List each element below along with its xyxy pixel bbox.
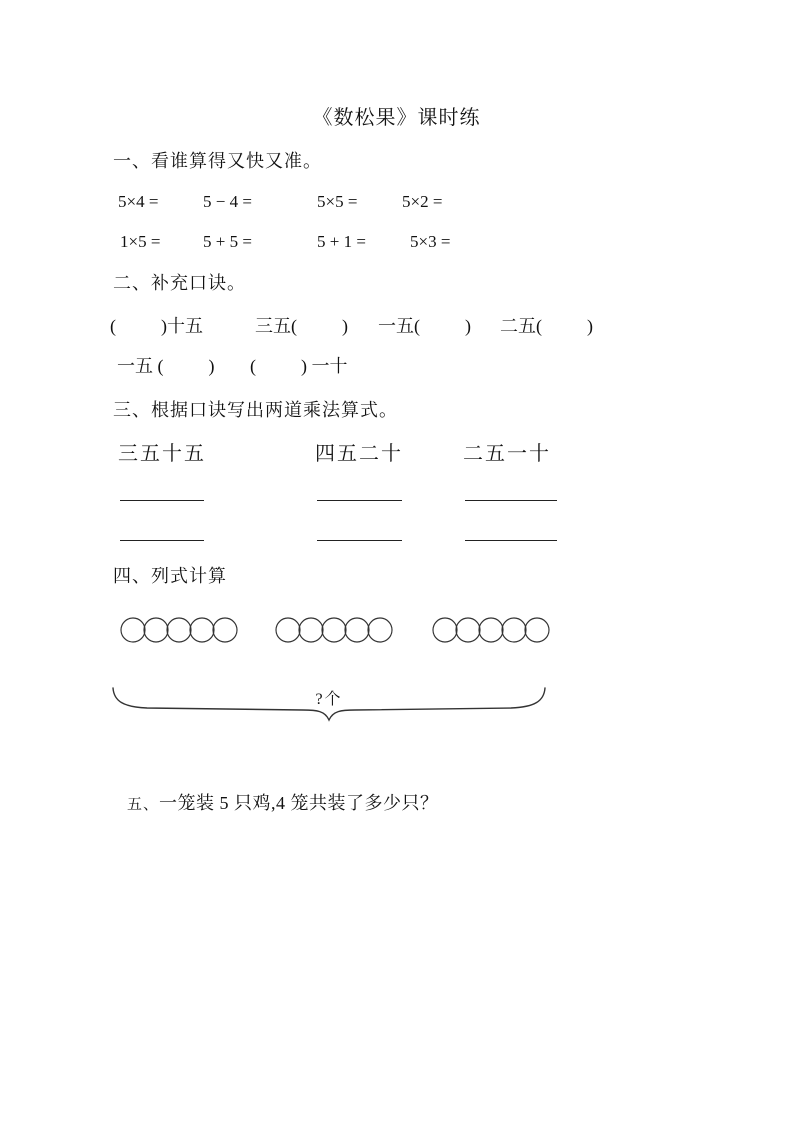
mnemonic-blank: ( )十五	[110, 316, 203, 336]
section-five-text: 一笼装 5 只鸡,4 笼共装了多少只？	[159, 793, 439, 813]
mnemonic-label: 二五一十	[463, 443, 551, 465]
circle-group	[120, 616, 238, 644]
answer-line	[317, 540, 402, 541]
equation: 5 + 1 =	[317, 232, 366, 251]
answer-line	[317, 500, 402, 501]
section-one-heading: 一、看谁算得又快又准。	[113, 151, 322, 171]
answer-line	[120, 500, 204, 501]
answer-line	[465, 540, 557, 541]
equation: 5 + 5 =	[203, 232, 252, 251]
mnemonic-blank: 二五( )	[500, 316, 593, 336]
equation: 5×5 =	[317, 192, 358, 211]
answer-line	[465, 500, 557, 501]
page-title: 《数松果》课时练	[312, 107, 481, 129]
answer-line	[120, 540, 204, 541]
section-five-number: 五、	[127, 797, 160, 813]
equation: 5 − 4 =	[203, 192, 252, 211]
mnemonic-blank: ( ) 一十	[250, 356, 348, 376]
equation: 5×4 =	[118, 192, 159, 211]
equation: 5×3 =	[410, 232, 451, 251]
section-five-heading	[111, 771, 439, 833]
circle-group	[432, 616, 550, 644]
section-three-heading: 三、根据口诀写出两道乘法算式。	[113, 400, 398, 420]
mnemonic-label: 三五十五	[118, 443, 206, 465]
question-count-label: ?个	[315, 691, 343, 708]
section-two-heading: 二、补充口诀。	[113, 273, 246, 293]
circle-group	[275, 616, 393, 644]
mnemonic-label: 四五二十	[315, 443, 403, 465]
equation: 5×2 =	[402, 192, 443, 211]
mnemonic-blank: 三五( )	[255, 316, 348, 336]
mnemonic-blank: 一五( )	[378, 316, 471, 336]
equation: 1×5 =	[120, 232, 161, 251]
mnemonic-blank: 一五 ( )	[117, 356, 215, 376]
section-four-heading: 四、列式计算	[113, 566, 227, 586]
